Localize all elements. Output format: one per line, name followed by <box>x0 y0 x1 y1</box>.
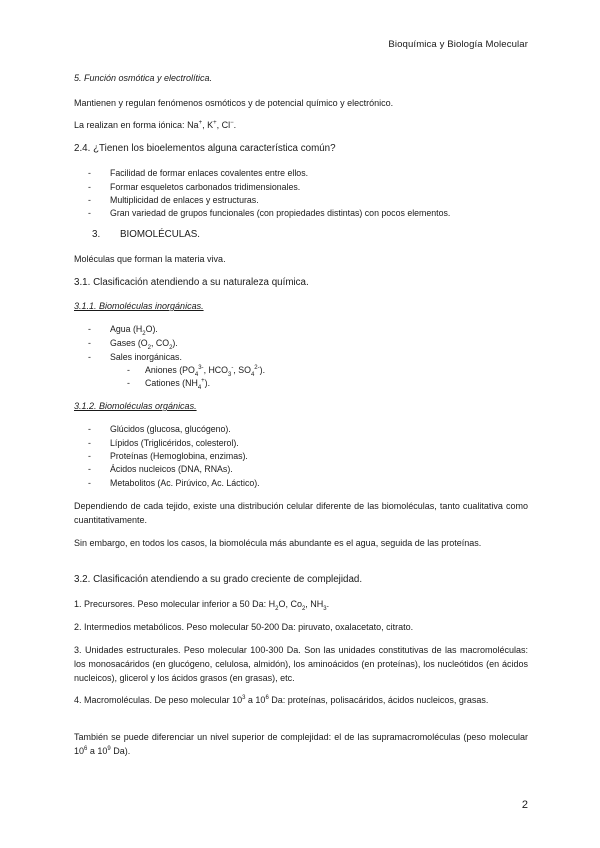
list-item: - Cationes $(NH_4^+)$. <box>127 378 211 391</box>
section-5-paragraph-2: La realizan en forma iónica: Na+, K+, Cl−. <box>74 120 237 130</box>
list-item: - Proteínas (Hemoglobina, enzimas). <box>88 451 248 461</box>
section-3-1-2-title: 3.1.2. Biomoléculas orgánicas. <box>74 401 197 411</box>
list-item: - Metabolitos (Ac. Pirúvico, Ac. Láctico). <box>88 478 260 488</box>
section-3-2-title: 3.2. Clasificación atendiendo a su grado creciente de complejidad. <box>74 574 363 585</box>
list-item: - Gran variedad de grupos funcionales (con propiedades distintas) con pocos elementos. <box>88 208 451 218</box>
complexity-4: 4. Macromoléculas. De peso molecular $10^3$ a $10^6$ Da: proteínas, polisacáridos, ácidos nucleicos, grasas. <box>74 695 489 705</box>
section-3-1-1-title: 3.1.1. Biomoléculas inorgánicas. <box>74 301 204 311</box>
complexity-2: 2. Intermedios metabólicos. Peso molecular 50-200 Da: piruvato, oxalacetato, citrato. <box>74 622 414 632</box>
section-2-4-title: 2.4. ¿Tienen los bioelementos alguna característica común? <box>74 143 336 154</box>
list-item: - Sales inorgánicas. <box>88 352 182 362</box>
list-item: - Glúcidos (glucosa, glucógeno). <box>88 424 231 434</box>
list-item: - Formar esqueletos carbonados tridimensionales. <box>88 182 301 192</box>
list-item: - Agua $(H_2O)$. <box>88 324 158 337</box>
list-item: - Gases ($O_2$, $CO_2$). <box>88 338 178 351</box>
page-header: Bioquímica y Biología Molecular <box>388 39 528 50</box>
list-item: - Lípidos (Triglicéridos, colesterol). <box>88 438 239 448</box>
paragraph-distribution: Dependiendo de cada tejido, existe una distribución celular diferente de las biomoléculas, tanto cualitativa como cuantitativamente. <box>74 501 528 525</box>
list-item: - Multiplicidad de enlaces y estructuras. <box>88 195 259 205</box>
list-item: - Facilidad de formar enlaces covalentes entre ellos. <box>88 168 309 178</box>
section-5-title: 5. Función osmótica y electrolítica. <box>74 73 213 83</box>
page-number: 2 <box>521 799 528 811</box>
section-3-intro: Moléculas que forman la materia viva. <box>74 254 226 264</box>
complexity-supramolecular: También se puede diferenciar un nivel superior de complejidad: el de las supramacromoléculas (peso molecular $10^6$ a $10^9$ Da). <box>74 732 528 756</box>
list-item: - Ácidos nucleicos (DNA, RNAs). <box>88 464 233 474</box>
paragraph-water: Sin embargo, en todos los casos, la biomolécula más abundante es el agua, seguida de las proteínas. <box>74 538 482 548</box>
list-item: - Aniones ($PO_4^{3-}$, $HCO_3^-$, $SO_4^{2-}$). <box>127 365 266 378</box>
section-3-title: 3. BIOMOLÉCULAS. <box>92 229 201 240</box>
complexity-3: 3. Unidades estructurales. Peso molecular 100-300 Da. Son las unidades constitutivas de las macromoléculas: los monosacáridos (en glucógeno, celulosa, almidón), los aminoácidos (en proteínas), los nucleótidos (en ácidos nucleicos), glicerol y los ácidos grasos (en grasas), etc. <box>74 645 528 683</box>
section-3-1-title: 3.1. Clasificación atendiendo a su naturaleza química. <box>74 277 309 288</box>
section-5-paragraph-1: Mantienen y regulan fenómenos osmóticos y de potencial químico y electrónico. <box>74 98 394 108</box>
complexity-1: 1. Precursores. Peso molecular inferior a 50 Da: $H_2O$, $Co_2$, $NH_3$. <box>74 599 330 612</box>
